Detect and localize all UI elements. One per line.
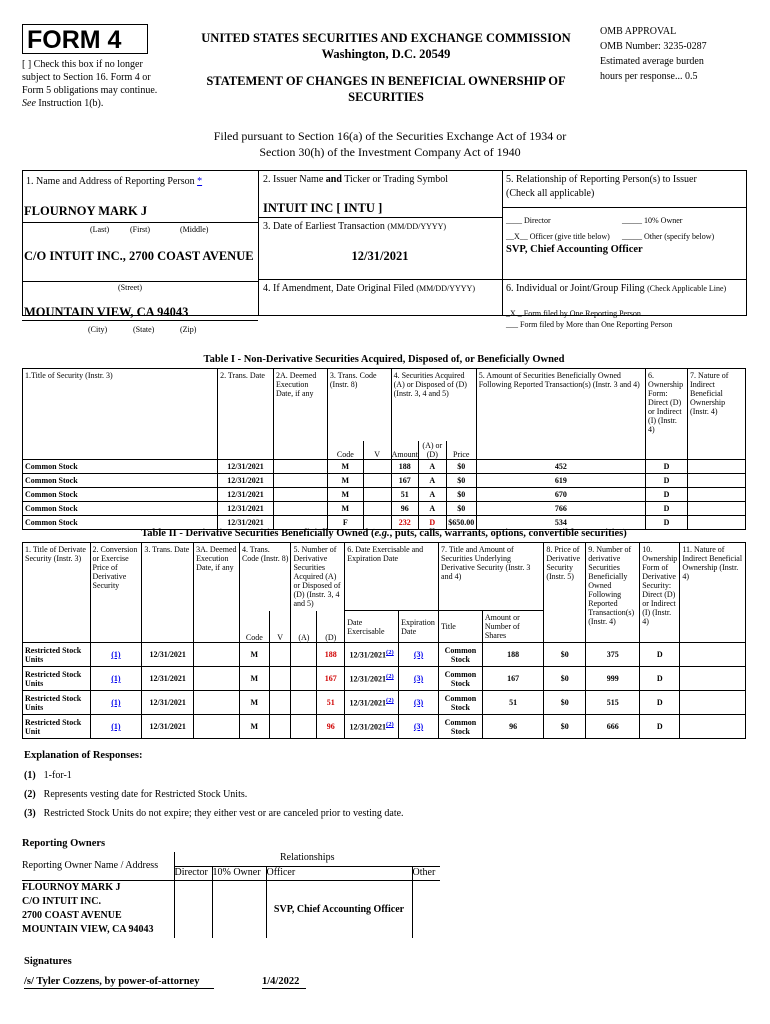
t2-cell-conv[interactable] [90, 667, 142, 691]
t2-cell-empty [291, 667, 317, 691]
omb-approval [600, 24, 760, 84]
form-title: FORM 4 [22, 24, 148, 54]
agency-line1: UNITED STATES SECURITIES AND EXCHANGE COMMISSION [201, 31, 571, 45]
t2-cell-empty [269, 715, 291, 739]
footnote-link[interactable]: (1) [111, 698, 121, 707]
t2-cell-exp[interactable] [399, 691, 439, 715]
t2-h3a: 3A. Deemed Execution Date, if any [194, 543, 240, 643]
label-middle: (Middle) [180, 225, 209, 234]
t2-cell-uamt: 188 [482, 643, 543, 667]
t1-cell-empty [688, 515, 746, 529]
t1-h4-cell: 4. Securities Acquired (A) or Disposed of (D) (Instr. 3, 4 and 5) [391, 369, 476, 441]
owner-line3: 2700 COAST AVENUE [22, 909, 122, 921]
t1-cell-form: D [646, 515, 688, 529]
checkbox-note [22, 58, 172, 110]
t2-cell-owned: 375 [586, 643, 640, 667]
explanation-num: (1) [24, 770, 36, 781]
t1-cell-form: D [646, 501, 688, 515]
owners-title: Reporting Owners [22, 838, 106, 849]
t2-cell-empty [269, 691, 291, 715]
t1-cell-empty [688, 487, 746, 501]
label-street: (Street) [118, 283, 142, 292]
t1-h2a-cell: 2A. Deemed Execution Date, if any [273, 369, 327, 460]
t2-exer-date: 12/31/2021 [349, 650, 386, 660]
t2-h1: 1. Title of Derivate Security (Instr. 3) [23, 543, 91, 643]
omb-line3: Estimated average burden [600, 56, 704, 67]
box2-label-text: 2. Issuer Name [263, 174, 324, 185]
box1-asterisk-link[interactable]: * [197, 176, 203, 187]
t2-sub-exer: Date Exercisable [345, 611, 399, 643]
t2-cell-d: 51 [317, 691, 345, 715]
explanation-item [24, 789, 724, 808]
t2-cell-exp[interactable] [399, 643, 439, 667]
box1-label-text: 1. Name and Address of Reporting Person [26, 176, 195, 187]
t1-h1-cell: 1.Title of Security (Instr. 3) [23, 369, 218, 460]
explanation-num: (2) [24, 789, 36, 800]
t1-cell-empty [273, 487, 327, 501]
t2-exer-date: 12/31/2021 [349, 674, 386, 684]
t2-cell-empty [680, 643, 746, 667]
t1-h6-cell: 6. Ownership Form: Direct (D) or Indirect (I) (Instr. 4) [646, 369, 688, 460]
t2-cell-exp[interactable] [399, 715, 439, 739]
omb-line4: hours per response... 0.5 [600, 71, 698, 82]
t1-cell-owned: 452 [476, 459, 645, 473]
checkbox-note-end: Instruction 1(b). [38, 98, 104, 109]
t1-cell-title: Common Stock [23, 459, 218, 473]
t2-cell-code: M [239, 667, 269, 691]
box6-label [506, 283, 726, 294]
t1-cell-empty [688, 501, 746, 515]
issuer-name: INTUIT INC [ INTU ] [263, 201, 383, 215]
t2-cell-exp[interactable] [399, 667, 439, 691]
t2-cell-price: $0 [544, 715, 586, 739]
table2-caption [22, 528, 746, 539]
omb-line2: OMB Number: 3235-0287 [600, 41, 707, 52]
t2-h11: 11. Nature of Indirect Beneficial Ownership (Instr. 4) [680, 543, 746, 643]
owner-address [22, 880, 174, 938]
table1-caption: Table I - Non-Derivative Securities Acquired, Disposed of, or Beneficially Owned [203, 354, 565, 365]
table-row [23, 473, 746, 487]
label-last: (Last) [90, 225, 110, 234]
footnote-link[interactable]: (3) [413, 698, 424, 707]
t1-cell-code: F [327, 515, 363, 529]
statement-heading [176, 73, 596, 105]
t2-exer-date: 12/31/2021 [349, 698, 386, 708]
t2-cell-exer [345, 691, 399, 715]
t2-sub-code: Code [239, 611, 269, 643]
t2-cell-utitle: Common Stock [439, 667, 483, 691]
t2-cell-price: $0 [544, 691, 586, 715]
t1-cell-date: 12/31/2021 [218, 473, 274, 487]
footnote-link[interactable]: (1) [111, 674, 121, 683]
t2-cell-date: 12/31/2021 [142, 715, 194, 739]
owners-col-officer: Officer [266, 866, 412, 880]
t1-cell-empty [363, 473, 391, 487]
t2-cell-empty [291, 691, 317, 715]
footnote-link[interactable]: (2) [385, 673, 394, 681]
t1-cell-empty [363, 487, 391, 501]
t2-cell-code: M [239, 643, 269, 667]
t2-sub-exp: Expiration Date [399, 611, 439, 643]
box2-label-and: and [325, 174, 342, 185]
t1-cell-empty [363, 501, 391, 515]
t2-cell-empty [680, 667, 746, 691]
t1-cell-ad: A [418, 459, 446, 473]
t1-cell-form: D [646, 487, 688, 501]
explanation-num: (3) [24, 808, 36, 819]
t2-cell-form: D [640, 691, 680, 715]
t1-cell-date: 12/31/2021 [218, 487, 274, 501]
owner-line1: FLOURNOY MARK J [22, 881, 121, 893]
box-top-border [22, 170, 746, 171]
t1-cell-owned: 619 [476, 473, 645, 487]
box4-format: (MM/DD/YYYY) [416, 284, 475, 293]
t1-h7-cell: 7. Nature of Indirect Beneficial Ownership (Instr. 4) [688, 369, 746, 460]
t2-cell-date: 12/31/2021 [142, 667, 194, 691]
t2-sub-d: (D) [317, 611, 345, 643]
t2-sub-v: V [269, 611, 291, 643]
t2-cell-exer [345, 715, 399, 739]
t1-cell-form: D [646, 473, 688, 487]
t1-cell-amount: 188 [391, 459, 418, 473]
t2-cell-empty [680, 691, 746, 715]
signature-date: 1/4/2022 [262, 976, 306, 989]
box1-name-line [22, 222, 258, 223]
footnote-link[interactable]: (3) [413, 650, 424, 659]
t2-h10: 10. Ownership Form of Derivative Security: Direct (D) or Indirect (I) (Instr. 4) [640, 543, 680, 643]
t2-cell-conv[interactable] [90, 643, 142, 667]
footnote-link[interactable]: (3) [413, 674, 424, 683]
explanation-title: Explanation of Responses: [24, 750, 143, 761]
reporting-person-name: FLOURNOY MARK J [24, 204, 148, 218]
t1-cell-owned: 766 [476, 501, 645, 515]
t2-cell-empty [194, 691, 240, 715]
owners-relationships: Relationships [174, 852, 440, 866]
t1-cell-empty [273, 473, 327, 487]
box5-officer: __X__ Officer (give title below) [506, 232, 610, 241]
t2-h9: 9. Number of derivative Securities Beneficially Owned Following Reported Transaction(s) (Instr. 4) [586, 543, 640, 643]
t2-cell-owned: 666 [586, 715, 640, 739]
explanation-item [24, 770, 724, 789]
city-address: MOUNTAIN VIEW, CA 94043 [24, 305, 189, 319]
label-zip: (Zip) [180, 325, 197, 334]
t1-cell-ad: D [418, 515, 446, 529]
t2-cell-code: M [239, 715, 269, 739]
earliest-transaction-date: 12/31/2021 [351, 249, 409, 263]
box5-label [506, 173, 697, 201]
t2-exer-date: 12/31/2021 [349, 722, 386, 732]
explanation-text: Restricted Stock Units do not expire; they either vest or are canceled prior to vesting date. [43, 808, 404, 819]
t2-cell-title: Restricted Stock Units [23, 691, 91, 715]
signer: /s/ Tyler Cozzens, by power-of-attorney [24, 976, 214, 989]
checkbox-note-text: [ ] Check this box if no longer subject to Section 16. Form 4 or Form 5 obligations may continue. [22, 59, 158, 96]
t2-cell-owned: 515 [586, 691, 640, 715]
t2-cell-exer [345, 667, 399, 691]
footnote-link[interactable]: (2) [385, 721, 394, 729]
box4-label [263, 283, 475, 294]
t2-cell-conv[interactable] [90, 691, 142, 715]
omb-line1: OMB APPROVAL [600, 26, 677, 37]
t1-cell-code: M [327, 501, 363, 515]
t2-cell-uamt: 96 [482, 715, 543, 739]
explanation-text: 1-for-1 [43, 770, 72, 781]
t2-h2: 2. Conversion or Exercise Price of Derivative Security [90, 543, 142, 643]
box1-street-line [22, 281, 258, 282]
t2-cell-form: D [640, 667, 680, 691]
t2-sub-amt: Amount or Number of Shares [482, 611, 543, 643]
t2-caption-eg: e.g. [374, 528, 390, 539]
owners-table [22, 852, 440, 938]
t2-cell-title: Restricted Stock Units [23, 667, 91, 691]
t1-cell-ad: A [418, 501, 446, 515]
t1-cell-empty [688, 473, 746, 487]
t2-h5: 5. Number of Derivative Securities Acquired (A) or Disposed of (D) (Instr. 3, 4 and 5) [291, 543, 345, 611]
t1-cell-date: 12/31/2021 [218, 501, 274, 515]
t2-cell-exer [345, 643, 399, 667]
t2-cell-d: 188 [317, 643, 345, 667]
t2-cell-date: 12/31/2021 [142, 643, 194, 667]
checkbox-note-see: See [22, 98, 36, 109]
t1-cell-amount: 96 [391, 501, 418, 515]
statement-line2: SECURITIES [348, 90, 424, 104]
footnote-link[interactable]: (2) [385, 649, 394, 657]
t1-sub-code: Code [327, 441, 363, 460]
t1-cell-amount: 232 [391, 515, 418, 529]
t2-cell-empty [269, 643, 291, 667]
owner-other-cell [412, 880, 440, 938]
owner-line4: MOUNTAIN VIEW, CA 94043 [22, 923, 154, 935]
footnote-link[interactable]: (1) [111, 650, 121, 659]
t1-cell-empty [363, 459, 391, 473]
box5-label-line2: (Check all applicable) [506, 188, 595, 199]
table-row [23, 515, 746, 529]
t2-cell-utitle: Common Stock [439, 715, 483, 739]
footnote-link[interactable]: (2) [385, 697, 394, 705]
t2-h3: 3. Trans. Date [142, 543, 194, 643]
table2 [22, 542, 746, 739]
box3-label [263, 221, 446, 232]
box1-label [26, 176, 202, 187]
owners-col-other: Other [412, 866, 440, 880]
t1-cell-title: Common Stock [23, 501, 218, 515]
t2-cell-uamt: 51 [482, 691, 543, 715]
box5-ten-pct: _____ 10% Owner [622, 216, 683, 225]
t1-cell-amount: 51 [391, 487, 418, 501]
explanation-text: Represents vesting date for Restricted Stock Units. [43, 789, 248, 800]
t1-cell-price: $650.00 [446, 515, 476, 529]
t2-cell-d: 96 [317, 715, 345, 739]
box6-label-text: 6. Individual or Joint/Group Filing [506, 283, 645, 294]
t2-cell-empty [194, 643, 240, 667]
t1-cell-empty [273, 459, 327, 473]
owners-col-ten: 10% Owner [212, 866, 266, 880]
t2-h7: 7. Title and Amount of Securities Underlying Derivative Security (Instr. 3 and 4) [439, 543, 544, 611]
t2-cell-utitle: Common Stock [439, 691, 483, 715]
t1-cell-ad: A [418, 473, 446, 487]
t1-cell-code: M [327, 487, 363, 501]
t2-cell-empty [194, 667, 240, 691]
owner-ten-cell [212, 880, 266, 938]
t1-cell-owned: 670 [476, 487, 645, 501]
t2-cell-empty [291, 643, 317, 667]
box2-label-end: Ticker or Trading Symbol [344, 174, 449, 185]
t1-cell-empty [363, 515, 391, 529]
box-divider-2 [502, 170, 503, 315]
signatures-title: Signatures [24, 956, 72, 967]
t1-cell-price: $0 [446, 459, 476, 473]
t2-cell-utitle: Common Stock [439, 643, 483, 667]
box5-top-divider [502, 207, 747, 208]
t2-cell-empty [194, 715, 240, 739]
t2-h6: 6. Date Exercisable and Expiration Date [345, 543, 439, 611]
t2-cell-code: M [239, 691, 269, 715]
t1-cell-price: $0 [446, 487, 476, 501]
street-address: C/O INTUIT INC., 2700 COAST AVENUE [24, 249, 254, 263]
filed-line1: Filed pursuant to Section 16(a) of the Securities Exchange Act of 1934 or [213, 129, 567, 143]
t2-cell-price: $0 [544, 643, 586, 667]
box6-more-persons: ___ Form filed by More than One Reporting Person [506, 320, 673, 329]
box2-label [263, 174, 448, 185]
t2-h4: 4. Trans. Code (Instr. 8) [239, 543, 291, 611]
box6-label-small: (Check Applicable Line) [647, 284, 727, 293]
officer-title: SVP, Chief Accounting Officer [506, 244, 643, 255]
t1-h2-cell: 2. Trans. Date [218, 369, 274, 460]
t2-sub-title: Title [439, 611, 483, 643]
footnote-link[interactable]: (1) [111, 722, 121, 731]
t1-cell-title: Common Stock [23, 473, 218, 487]
t2-cell-empty [680, 715, 746, 739]
table-row [23, 487, 746, 501]
box5-label-line1: 5. Relationship of Reporting Person(s) to Issuer [506, 174, 697, 185]
box3-format: (MM/DD/YYYY) [387, 222, 447, 231]
t1-cell-title: Common Stock [23, 487, 218, 501]
t2-h8: 8. Price of Derivative Security (Instr. 5) [544, 543, 586, 643]
table-row [23, 691, 746, 715]
label-city: (City) [88, 325, 108, 334]
box2-bottom [258, 217, 502, 218]
filed-pursuant [150, 128, 630, 160]
box6-one-person: _X _ Form filed by One Reporting Person [506, 309, 641, 318]
owners-col-director: Director [174, 866, 212, 880]
t1-sub-price: Price [446, 441, 476, 460]
label-state: (State) [133, 325, 155, 334]
t2-cell-conv[interactable] [90, 715, 142, 739]
agency-heading [176, 30, 596, 62]
t2-cell-date: 12/31/2021 [142, 691, 194, 715]
t2-cell-title: Restricted Stock Unit [23, 715, 91, 739]
table-row [23, 501, 746, 515]
box1-city-line [22, 320, 258, 321]
t2-cell-form: D [640, 715, 680, 739]
t1-cell-title: Common Stock [23, 515, 218, 529]
t1-cell-empty [273, 515, 327, 529]
owner-officer-cell: SVP, Chief Accounting Officer [266, 880, 412, 938]
t1-h5-cell: 5. Amount of Securities Beneficially Owned Following Reported Transaction(s) (Instr. 3 and 4) [476, 369, 645, 460]
t2-cell-title: Restricted Stock Units [23, 643, 91, 667]
t1-cell-empty [688, 459, 746, 473]
t2-cell-empty [291, 715, 317, 739]
t1-cell-ad: A [418, 487, 446, 501]
filed-line2: Section 30(h) of the Investment Company Act of 1940 [259, 145, 521, 159]
statement-line1: STATEMENT OF CHANGES IN BENEFICIAL OWNERSHIP OF [206, 74, 566, 88]
label-first: (First) [130, 225, 150, 234]
t2-cell-d: 167 [317, 667, 345, 691]
owner-line2: C/O INTUIT INC. [22, 895, 101, 907]
t2-cell-empty [269, 667, 291, 691]
t2-cell-price: $0 [544, 667, 586, 691]
t1-cell-price: $0 [446, 501, 476, 515]
explanation-item [24, 808, 724, 827]
t1-sub-amount: Amount [391, 441, 418, 460]
agency-line2: Washington, D.C. 20549 [321, 47, 451, 61]
box5-other: _____ Other (specify below) [622, 232, 715, 241]
footnote-link[interactable]: (3) [413, 722, 424, 731]
t2-cell-uamt: 167 [482, 667, 543, 691]
box4-label-text: 4. If Amendment, Date Original Filed [263, 283, 414, 294]
table-row [23, 667, 746, 691]
t1-cell-date: 12/31/2021 [218, 459, 274, 473]
box-right-border [746, 170, 747, 315]
t1-cell-code: M [327, 473, 363, 487]
table-row [23, 459, 746, 473]
t1-h3-cell: 3. Trans. Code (Instr. 8) [327, 369, 391, 441]
box-left-border [22, 170, 23, 315]
t1-cell-code: M [327, 459, 363, 473]
t2-caption-pre: Table II - Derivative Securities Beneficially Owned ( [141, 528, 375, 539]
t1-cell-date: 12/31/2021 [218, 515, 274, 529]
t1-sub-aord: (A) or (D) [418, 441, 446, 460]
t1-cell-amount: 167 [391, 473, 418, 487]
t1-cell-price: $0 [446, 473, 476, 487]
box-divider-1 [258, 170, 259, 315]
t1-cell-empty [273, 501, 327, 515]
owners-col-name: Reporting Owner Name / Address [22, 852, 174, 880]
t1-sub-v: V [363, 441, 391, 460]
table-row [23, 643, 746, 667]
t1-cell-owned: 534 [476, 515, 645, 529]
table-row [23, 715, 746, 739]
box3-bottom [258, 279, 747, 280]
t1-cell-form: D [646, 459, 688, 473]
table1-body [22, 368, 746, 530]
t2-caption-post: , puts, calls, warrants, options, convertible securities) [389, 528, 627, 539]
t2-cell-form: D [640, 643, 680, 667]
box5-director: ____ Director [506, 216, 551, 225]
box3-label-text: 3. Date of Earliest Transaction [263, 221, 385, 232]
owner-director-cell [174, 880, 212, 938]
t2-cell-owned: 999 [586, 667, 640, 691]
t2-sub-a: (A) [291, 611, 317, 643]
explanation-list [24, 770, 724, 827]
